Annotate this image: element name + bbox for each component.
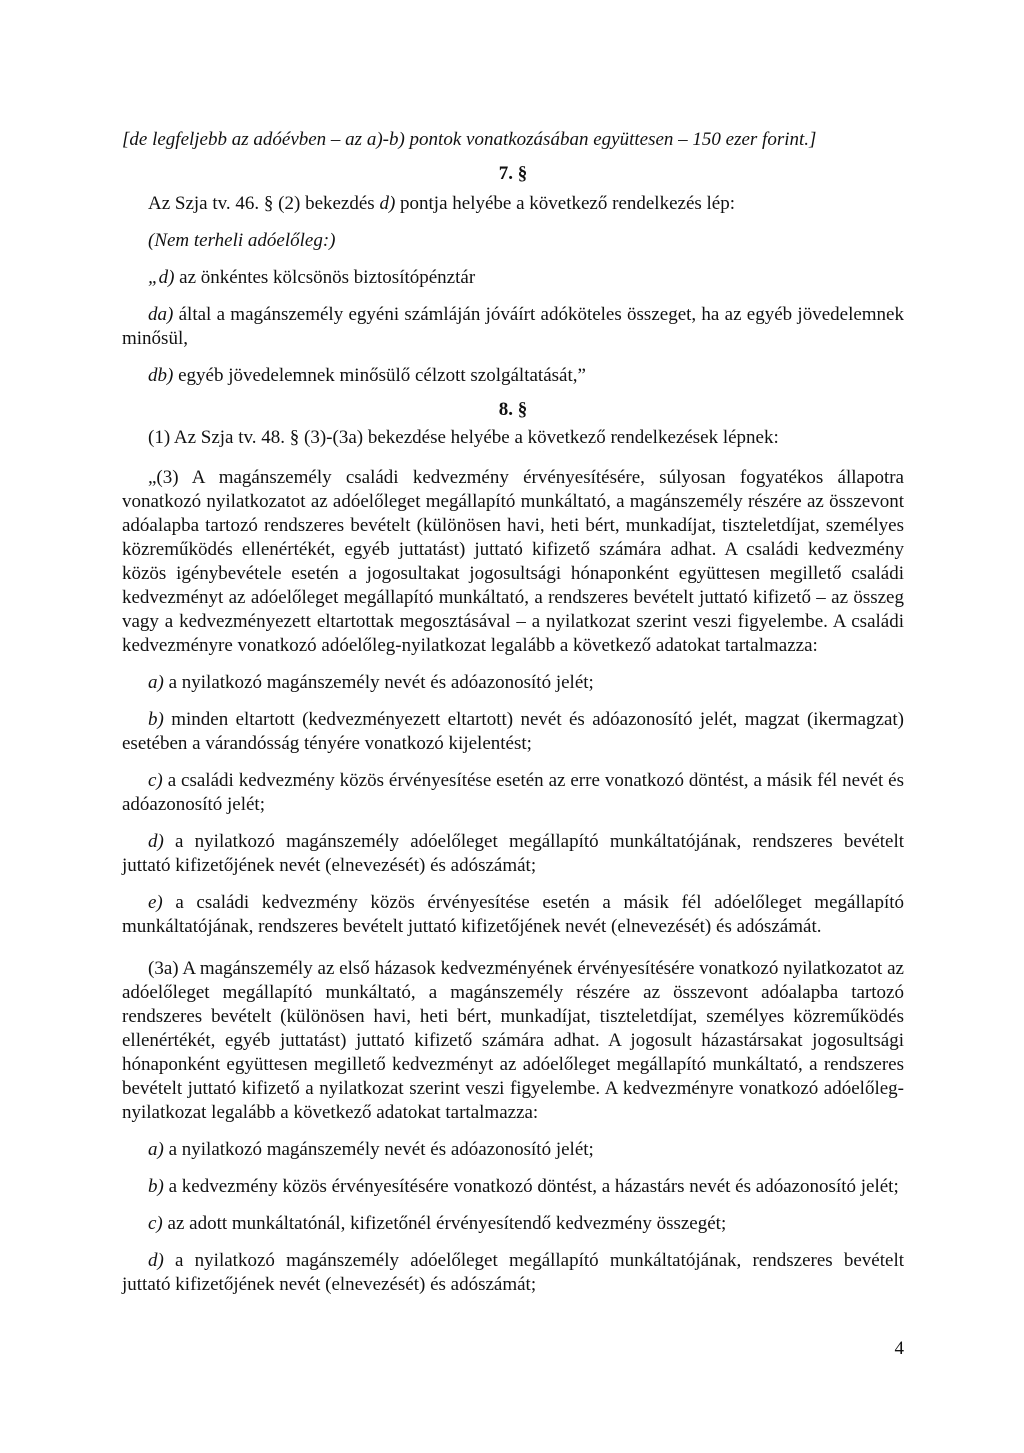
intro-line: [de legfeljebb az adóévben – az a)-b) pontok vonatkozásában együttesen – 150 ezer forint.]	[122, 129, 817, 150]
paragraph-3-list	[122, 671, 904, 939]
section-7-heading: 7. §	[498, 163, 528, 184]
section-8-heading: 8. §	[498, 399, 528, 420]
list-item: d) a nyilatkozó magánszemély adóelőleget megállapító munkáltatójának, rendszeres bevételt juttató kifizetőjének nevét (elnevezését) és adószámát;	[122, 1250, 904, 1295]
list-item: c) az adott munkáltatónál, kifizetőnél érvényesítendő kedvezmény összegét;	[148, 1213, 727, 1234]
section-8-lead: (1) Az Szja tv. 48. § (3)-(3a) bekezdése helyébe a következő rendelkezések lépnek:	[148, 427, 779, 448]
point-da: da) által a magánszemély egyéni számláján jóváírt adóköteles összeget, ha az egyéb jövedelemnek minősül,	[122, 304, 904, 349]
page-number: 4	[894, 1338, 904, 1359]
paragraph-3a: (3a) A magánszemély az első házasok kedvezményének érvényesítésére vonatkozó nyilatkozatot az adóelőleget megállapító munkáltató, a magánszemély részére az összevont adóalapba tartozó rendszeres bevételt (különösen havi, heti bért, munkadíjat, tiszteletdíjat, személyes közreműködés ellenértékét, egyéb juttatást) juttató kifizető számára adhat. A jogosult házastársakat jogosultsági hónaponként együttesen megillető kedvezményt az adóelőleget megállapító munkáltató, a rendszeres bevételt juttató kifizető a nyilatkozat szerint veszi figyelembe. A kedvezményre vonatkozó adóelőleg-nyilatkozat legalább a következő adatokat tartalmazza:	[122, 958, 904, 1123]
list-item: c) a családi kedvezmény közös érvényesítése esetén az erre vonatkozó döntést, a másik fél nevét és adóazonosító jelét;	[122, 770, 904, 815]
list-item: a) a nyilatkozó magánszemély nevét és adóazonosító jelét;	[148, 1139, 594, 1160]
paragraph-3: „(3) A magánszemély családi kedvezmény érvényesítésére, súlyosan fogyatékos állapotra vonatkozó nyilatkozatot az adóelőleget megállapító munkáltató, a magánszemély részére az összevont adóalapba tartozó rendszeres bevételt (különösen havi, heti bért, munkadíjat, tiszteletdíjat, személyes közreműködés ellenértékét, egyéb juttatást) juttató kifizető számára adhat. A családi kedvezmény közös igénybevétele esetén a jogosultakat jogosultsági hónaponként együttesen megillető családi kedvezményt az adóelőleget megállapító munkáltató, a rendszeres bevételt juttató kifizető – az összeg vagy a kedvezményezett eltartottak megosztásával – a nyilatkozat szerint veszi figyelembe. A családi kedvezményre vonatkozó adóelőleg-nyilatkozat legalább a következő adatokat tartalmazza:	[122, 467, 904, 656]
list-item: a) a nyilatkozó magánszemély nevét és adóazonosító jelét;	[148, 672, 594, 693]
paragraph-3a-list	[122, 1138, 904, 1297]
context-line: (Nem terheli adóelőleg:)	[148, 230, 336, 251]
list-item: e) a családi kedvezmény közös érvényesítése esetén a másik fél adóelőleget megállapító munkáltatójának, rendszeres bevételt juttató kifizetőjének nevét (elnevezését) és adószámát.	[122, 892, 904, 937]
list-item: b) a kedvezmény közös érvényesítésére vonatkozó döntést, a házastárs nevét és adóazonosító jelét;	[148, 1176, 899, 1197]
list-item: d) a nyilatkozó magánszemély adóelőleget megállapító munkáltatójának, rendszeres bevételt juttató kifizetőjének nevét (elnevezését) és adószámát;	[122, 831, 904, 876]
section-7-lead: Az Szja tv. 46. § (2) bekezdés d) pontja helyébe a következő rendelkezés lép:	[148, 193, 736, 214]
point-db: db) egyéb jövedelemnek minősülő célzott szolgáltatását,”	[148, 365, 586, 386]
list-item: b) minden eltartott (kedvezményezett eltartott) nevét és adóazonosító jelét, magzat (ikermagzat) esetében a várandósság tényére vonatkozó kijelentést;	[122, 709, 904, 754]
point-d: „d) az önkéntes kölcsönös biztosítópénztár	[148, 267, 476, 288]
document-page	[122, 128, 904, 1297]
